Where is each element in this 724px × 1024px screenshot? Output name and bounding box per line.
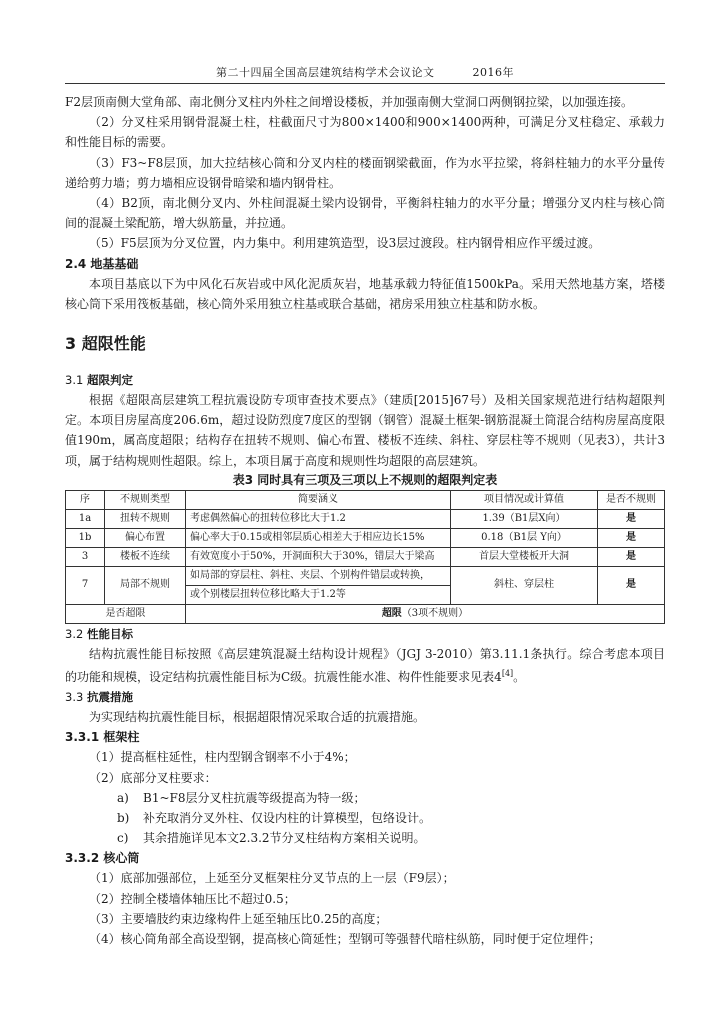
paragraph: （5）F5层顶为分叉位置，内力集中。利用建筑造型，设3层过渡段。柱内钢骨相应作平缓过渡。 xyxy=(89,236,601,251)
sub-text: B1~F8层分叉柱抗震等级提高为特一级； xyxy=(143,790,366,805)
sub-text: 补充取消分叉外柱、仅设内柱的计算模型，包络设计。 xyxy=(143,811,432,826)
paragraph: （3）F3~F8层顶，加大拉结核心筒和分叉内柱的楼面钢梁截面，作为水平拉梁，将斜柱轴力的水平分量传递给剪力墙；剪力墙相应设钢骨暗梁和墙内钢骨柱。 xyxy=(65,155,665,190)
running-header xyxy=(65,64,665,84)
list-item: （3）主要墙肢约束边缘构件上延至轴压比0.25的高度； xyxy=(89,911,388,926)
section-heading-3-3-1: 3.3.1 框架柱 xyxy=(65,730,140,745)
cell-type: 偏心布置 xyxy=(105,528,186,547)
section-heading-3-1 xyxy=(65,370,665,390)
paragraph: （4）B2顶，南北侧分叉内、外柱间混凝土梁内设钢骨，平衡斜柱轴力的水平分量；增强分叉内柱与核心筒间的混凝土梁配筋，增大纵筋量，并拉通。 xyxy=(65,196,665,231)
paragraph: F2层顶南侧大堂角部、南北侧分叉柱内外柱之间增设楼板，并加强南侧大堂洞口两侧钢拉梁，以加强连接。 xyxy=(65,95,633,109)
cell-result: 是 xyxy=(598,566,665,604)
summary-rest: （3项不规则） xyxy=(401,607,469,619)
section-number: 3.3 xyxy=(65,690,84,705)
section-heading-3-3 xyxy=(65,687,665,707)
cell-value: 斜柱、穿层柱 xyxy=(451,566,598,604)
column-header: 不规则类型 xyxy=(105,490,186,509)
irregularity-table xyxy=(65,490,665,624)
section-number: 3.1 xyxy=(65,373,84,388)
citation: [4] xyxy=(501,669,514,679)
section-title: 超限判定 xyxy=(86,373,133,388)
section-number: 3.2 xyxy=(65,626,84,641)
sub-list-item xyxy=(65,788,665,808)
list-item: （2）底部分叉柱要求： xyxy=(89,770,217,785)
section-heading-3-3-2: 3.3.2 核心筒 xyxy=(65,851,140,866)
cell-desc: 偏心率大于0.15或相邻层质心相差大于相应边长15% xyxy=(186,528,451,547)
section-title: 抗震措施 xyxy=(86,690,133,705)
cell-seq: 7 xyxy=(66,566,105,604)
cell-desc: 考虑偶然偏心的扭转位移比大于1.2 xyxy=(186,509,451,528)
column-header: 简要涵义 xyxy=(186,490,451,509)
sub-list-item xyxy=(65,828,665,848)
cell-seq: 3 xyxy=(66,547,105,566)
paragraph xyxy=(65,644,665,687)
paragraph: 为实现结构抗震性能目标，根据超限情况采取合适的抗震措施。 xyxy=(89,710,426,725)
section-heading-3-2 xyxy=(65,624,665,644)
cell-desc-line: 如局部的穿层柱、斜柱、夹层、个别构件错层或转换， xyxy=(186,567,450,586)
cell-result: 是 xyxy=(598,547,665,566)
cell-desc: 有效宽度小于50%，开洞面积大于30%，错层大于梁高 xyxy=(186,547,451,566)
cell-value: 1.39（B1层X向） xyxy=(451,509,598,528)
paragraph: 本项目基底以下为中风化石灰岩或中风化泥质灰岩，地基承载力特征值1500kPa。采用天然地基方案，塔楼核心筒下采用筏板基础，核心筒外采用独立柱基或联合基础，裙房采用独立柱基和防水板。 xyxy=(65,276,665,311)
cell-value: 0.18（B1层 Y向） xyxy=(451,528,598,547)
cell-seq: 1b xyxy=(66,528,105,547)
section-heading-2-4: 2.4 地基基础 xyxy=(65,256,139,271)
cell-result: 是 xyxy=(598,509,665,528)
column-header: 序 xyxy=(66,490,105,509)
summary-bold: 超限 xyxy=(381,607,402,619)
cell-type: 扭转不规则 xyxy=(105,509,186,528)
sub-label: c) xyxy=(117,831,129,846)
table-row xyxy=(66,566,665,604)
cell-desc-line: 或个别楼层扭转位移比略大于1.2等 xyxy=(190,588,346,600)
cell-type: 楼板不连续 xyxy=(105,547,186,566)
column-header: 是否不规则 xyxy=(598,490,665,509)
list-item: （1）底部加强部位，上延至分叉框架柱分叉节点的上一层（F9层）； xyxy=(89,871,455,886)
table-header-row xyxy=(66,490,665,509)
sub-text: 其余措施详见本文2.3.2节分叉柱结构方案相关说明。 xyxy=(143,831,426,846)
summary-value xyxy=(186,604,665,623)
cell-desc xyxy=(186,566,451,604)
section-title: 性能目标 xyxy=(86,626,133,641)
list-item: （2）控制全楼墙体轴压比不超过0.5； xyxy=(89,891,296,906)
table-row xyxy=(66,509,665,528)
cell-value: 首层大堂楼板开大洞 xyxy=(451,547,598,566)
paragraph: （2）分叉柱采用钢骨混凝土柱，柱截面尺寸为800×1400和900×1400两种，可满足分叉柱稳定、承载力和性能目标的需要。 xyxy=(65,115,665,150)
list-item: （1）提高框柱延性，柱内型钢含钢率不小于4%； xyxy=(89,750,356,765)
paragraph: 根据《超限高层建筑工程抗震设防专项审查技术要点》（建质[2015]67号）及相关国家规范进行结构超限判定。本项目房屋高度206.6m，超过设防烈度7度区的型钢（钢管）混凝土框架-钢筋混凝土筒混合结构房屋高度限值190m，属高度超限；结构存在扭转不规则、偏心布置、楼板不连续、斜柱、穿层柱等不规则（见表3），共计3项，属于结构规则性超限。综上，本项目属于高度和规则性均超限的高层建筑。 xyxy=(65,393,665,468)
cell-type: 局部不规则 xyxy=(105,566,186,604)
table-summary-row xyxy=(66,604,665,623)
table-row xyxy=(66,547,665,566)
body-text xyxy=(65,92,665,949)
column-header: 项目情况或计算值 xyxy=(451,490,598,509)
table-caption: 表3 同时具有三项及三项以上不规则的超限判定表 xyxy=(232,472,498,487)
sub-label: b) xyxy=(117,811,130,826)
table-row xyxy=(66,528,665,547)
section-heading-3: 3 超限性能 xyxy=(65,334,146,354)
cell-result: 是 xyxy=(598,528,665,547)
paragraph-text: 结构抗震性能目标按照《高层建筑混凝土结构设计规程》（JGJ 3-2010）第3.11.1条执行。综合考虑本项目的功能和规模，设定结构抗震性能目标为C级。抗震性能水准、构件性能要求见表4 xyxy=(65,646,665,685)
sub-label: a) xyxy=(117,790,129,805)
paragraph-end: 。 xyxy=(513,670,526,685)
header-title: 第二十四届全国高层建筑结构学术会议论文 xyxy=(216,66,435,79)
cell-seq: 1a xyxy=(66,509,105,528)
header-year: 2016年 xyxy=(472,66,514,79)
sub-list-item xyxy=(65,808,665,828)
summary-label: 是否超限 xyxy=(66,604,186,623)
list-item: （4）核心筒角部全高设型钢，提高核心筒延性；型钢可等强替代暗柱纵筋，同时便于定位埋件； xyxy=(89,932,601,947)
